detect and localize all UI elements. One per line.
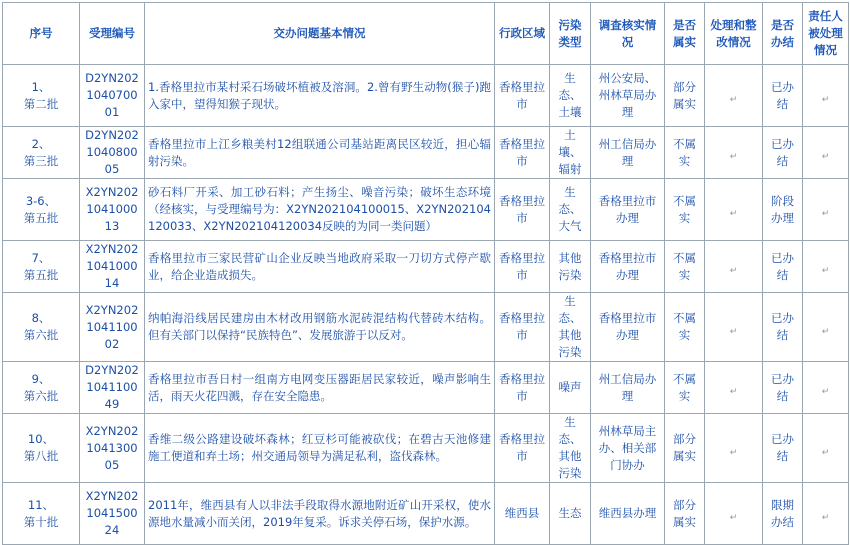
cell-done-text: 已办结 <box>771 79 794 111</box>
cell-desc <box>145 65 495 127</box>
header-handling: 处理和整改情况 <box>705 3 763 65</box>
paragraph-mark-icon: ↵ <box>729 95 738 105</box>
cell-desc-text: 香格里拉市三家民营矿山企业反映当地政府采取一刀切方式停产歇业，给企业造成损失。 <box>148 250 491 282</box>
cell-type-text: 土壤、辐射 <box>558 128 582 176</box>
cell-done-text: 已办结 <box>771 136 794 168</box>
cell-id <box>80 179 145 241</box>
cell-region <box>495 483 550 545</box>
cell-survey-text: 香格里拉市办理 <box>598 250 657 282</box>
header-desc: 交办问题基本情况 <box>145 3 495 65</box>
cell-region <box>495 414 550 483</box>
cell-type-text: 生态 <box>558 506 582 520</box>
paragraph-mark-icon: ↵ <box>729 209 738 219</box>
header-done: 是否办结 <box>763 3 803 65</box>
cell-punish <box>803 127 849 179</box>
seq-number: 7、 <box>31 250 51 265</box>
cell-desc-text: 2011年，维西县有人以非法手段取得水源地附近矿山开采权，使水源地水量减小而关闭，2019年复采。诉求关停石场，保护水源。 <box>148 497 491 529</box>
cell-verified-text: 不属实 <box>673 250 696 282</box>
cell-punish <box>803 293 849 362</box>
cell-handling <box>705 414 763 483</box>
cell-desc-text: 香维二级公路建设破坏森林；红豆杉可能被砍伐；在碧古天池修建施工便道和弃土场；州交通局领导为满足私利，盗伐森林。 <box>148 432 491 463</box>
cell-type-text: 其他污染 <box>558 250 582 282</box>
paragraph-mark-icon: ↵ <box>821 326 830 337</box>
batch-label: 第二批 <box>23 96 59 111</box>
cell-type <box>550 483 591 545</box>
complaint-table <box>2 2 849 545</box>
cell-verified-text: 部分属实 <box>673 79 696 111</box>
cell-seq <box>3 127 80 179</box>
cell-id-text: D2YN202104080005 <box>85 128 139 176</box>
cell-survey-text: 州工信局办理 <box>598 371 657 403</box>
cell-seq <box>3 241 80 293</box>
cell-done <box>763 179 803 241</box>
cell-seq <box>3 179 80 241</box>
cell-id-text: X2YN202104150024 <box>85 489 139 537</box>
cell-type <box>550 241 591 293</box>
cell-id-text: X2YN202104110002 <box>85 302 139 351</box>
cell-handling <box>705 241 763 293</box>
paragraph-mark-icon: ↵ <box>821 152 830 162</box>
cell-done <box>763 483 803 545</box>
cell-survey <box>591 127 665 179</box>
cell-handling <box>705 127 763 179</box>
cell-seq <box>3 483 80 545</box>
cell-desc <box>145 241 495 293</box>
cell-punish <box>803 414 849 483</box>
cell-desc <box>145 483 495 545</box>
cell-type-text: 生态、大气 <box>558 185 582 233</box>
seq-number: 10、 <box>27 432 55 446</box>
paragraph-mark-icon: ↵ <box>821 95 830 105</box>
table-row <box>3 65 849 127</box>
cell-punish <box>803 483 849 545</box>
cell-id-text: X2YN202104100014 <box>85 242 139 290</box>
batch-label: 第六批 <box>23 328 59 342</box>
table-row <box>3 483 849 545</box>
paragraph-mark-icon: ↵ <box>821 513 830 523</box>
cell-verified-text: 部分属实 <box>673 497 696 529</box>
cell-region <box>495 362 550 414</box>
cell-id <box>80 362 145 414</box>
cell-done-text: 已办结 <box>771 371 794 403</box>
cell-verified-text: 部分属实 <box>673 432 696 463</box>
cell-verified <box>665 241 705 293</box>
paragraph-mark-icon: ↵ <box>821 209 830 219</box>
table-row <box>3 414 849 483</box>
cell-desc-text: 纳帕海沿线居民建房由木材改用钢筋水泥砖混结构代替砖木结构。但有关部门以保持“民族特色”、发展旅游于以反对。 <box>148 311 491 342</box>
cell-desc-text: 1.香格里拉市某村采石场破坏植被及溶洞。2.曾有野生动物(猴子)跑入家中，望得知猴子现状。 <box>148 79 491 111</box>
batch-label: 第三批 <box>23 153 59 168</box>
cell-verified <box>665 414 705 483</box>
table-row <box>3 127 849 179</box>
cell-desc-text: 砂石料厂开采、加工砂石料；产生扬尘、噪音污染；破坏生态环境（经核实，与受理编号为：X2YN202104100015、X2YN202104120033、X2YN202104120034反映的为同一类问题） <box>148 185 491 233</box>
cell-survey-text: 香格里拉市办理 <box>598 311 657 342</box>
cell-desc <box>145 127 495 179</box>
cell-type-text: 噪声 <box>558 380 582 394</box>
cell-region-text: 香格里拉市 <box>499 193 545 225</box>
cell-handling <box>705 65 763 127</box>
cell-survey-text: 州林草局主办、相关部门协办 <box>598 423 657 472</box>
cell-desc <box>145 293 495 362</box>
header-punish: 责任人被处理情况 <box>803 3 849 65</box>
paragraph-mark-icon: ↵ <box>729 152 738 162</box>
cell-type <box>550 65 591 127</box>
cell-survey-text: 维西县办理 <box>598 506 657 520</box>
paragraph-mark-icon: ↵ <box>821 266 830 276</box>
cell-verified-text: 不属实 <box>673 193 696 225</box>
cell-punish <box>803 241 849 293</box>
header-row <box>3 3 849 65</box>
cell-region-text: 香格里拉市 <box>499 432 545 463</box>
cell-verified-text: 不属实 <box>673 371 696 403</box>
cell-survey <box>591 414 665 483</box>
table-row <box>3 179 849 241</box>
cell-verified-text: 不属实 <box>673 136 696 168</box>
cell-done-text: 已办结 <box>771 311 794 342</box>
cell-done <box>763 127 803 179</box>
table-row <box>3 241 849 293</box>
cell-id <box>80 65 145 127</box>
seq-number: 1、 <box>31 79 51 94</box>
cell-survey <box>591 362 665 414</box>
cell-type <box>550 127 591 179</box>
cell-seq <box>3 293 80 362</box>
cell-verified <box>665 127 705 179</box>
cell-region <box>495 127 550 179</box>
cell-verified <box>665 362 705 414</box>
cell-done <box>763 241 803 293</box>
cell-done-text: 限期办结 <box>771 497 794 529</box>
cell-done <box>763 65 803 127</box>
cell-punish <box>803 65 849 127</box>
paragraph-mark-icon: ↵ <box>729 387 738 397</box>
seq-number: 9、 <box>31 371 51 386</box>
cell-id-text: X2YN202104130005 <box>85 423 139 472</box>
cell-done <box>763 293 803 362</box>
cell-region-text: 香格里拉市 <box>499 79 545 111</box>
cell-done-text: 已办结 <box>771 250 794 282</box>
paragraph-mark-icon: ↵ <box>729 513 738 523</box>
cell-survey <box>591 293 665 362</box>
cell-type <box>550 293 591 362</box>
batch-label: 第五批 <box>23 267 59 282</box>
table-row <box>3 293 849 362</box>
header-seq: 序号 <box>3 3 80 65</box>
cell-desc-text: 香格里拉市上江乡粮美村12组联通公司基站距离民区较近，担心辐射污染。 <box>148 136 491 168</box>
cell-type <box>550 179 591 241</box>
cell-type-text: 生态、土壤 <box>558 71 582 119</box>
header-id: 受理编号 <box>80 3 145 65</box>
cell-region-text: 维西县 <box>504 506 540 520</box>
cell-region <box>495 293 550 362</box>
batch-label: 第六批 <box>23 388 59 403</box>
cell-type <box>550 362 591 414</box>
cell-done-text: 阶段办理 <box>771 193 794 225</box>
cell-verified <box>665 293 705 362</box>
cell-type-text: 生态、其他污染 <box>558 294 582 359</box>
cell-seq <box>3 414 80 483</box>
paragraph-mark-icon: ↵ <box>729 447 738 458</box>
cell-done-text: 已办结 <box>771 432 794 463</box>
batch-label: 第八批 <box>23 449 59 463</box>
cell-seq <box>3 65 80 127</box>
cell-survey <box>591 483 665 545</box>
cell-verified <box>665 179 705 241</box>
table-row <box>3 362 849 414</box>
cell-id <box>80 127 145 179</box>
cell-desc-text: 香格里拉市吾日村一组南方电网变压器距居民家较近，噪声影响生活，雨天火花四溅，存在安全隐患。 <box>148 371 491 403</box>
seq-number: 8、 <box>31 311 51 325</box>
cell-id-text: D2YN202104110049 <box>85 363 139 411</box>
cell-id <box>80 293 145 362</box>
cell-region <box>495 179 550 241</box>
cell-region-text: 香格里拉市 <box>499 371 545 403</box>
cell-region-text: 香格里拉市 <box>499 136 545 168</box>
cell-survey-text: 州公安局、州林草局办理 <box>598 71 657 119</box>
cell-done <box>763 362 803 414</box>
cell-done <box>763 414 803 483</box>
cell-survey <box>591 241 665 293</box>
cell-handling <box>705 483 763 545</box>
cell-id-text: X2YN202104100013 <box>85 185 139 233</box>
cell-id <box>80 241 145 293</box>
cell-seq <box>3 362 80 414</box>
cell-desc <box>145 179 495 241</box>
header-verified: 是否属实 <box>665 3 705 65</box>
cell-type-text: 生态、其他污染 <box>558 415 582 480</box>
cell-verified <box>665 65 705 127</box>
batch-label: 第十批 <box>23 514 59 529</box>
cell-verified-text: 不属实 <box>673 311 696 342</box>
paragraph-mark-icon: ↵ <box>821 447 830 458</box>
seq-number: 11、 <box>27 497 55 512</box>
seq-number: 3-6、 <box>25 193 57 208</box>
cell-id-text: D2YN202104070001 <box>85 71 139 119</box>
table-body <box>3 65 849 545</box>
cell-handling <box>705 293 763 362</box>
header-region: 行政区域 <box>495 3 550 65</box>
cell-region-text: 香格里拉市 <box>499 311 545 342</box>
cell-verified <box>665 483 705 545</box>
cell-survey <box>591 179 665 241</box>
cell-punish <box>803 179 849 241</box>
cell-handling <box>705 362 763 414</box>
cell-punish <box>803 362 849 414</box>
cell-survey <box>591 65 665 127</box>
batch-label: 第五批 <box>23 210 59 225</box>
cell-survey-text: 州工信局办理 <box>598 136 657 168</box>
cell-region <box>495 241 550 293</box>
cell-survey-text: 香格里拉市办理 <box>598 193 657 225</box>
cell-desc <box>145 414 495 483</box>
paragraph-mark-icon: ↵ <box>729 266 738 276</box>
cell-region-text: 香格里拉市 <box>499 250 545 282</box>
seq-number: 2、 <box>31 136 51 151</box>
paragraph-mark-icon: ↵ <box>821 387 830 397</box>
cell-handling <box>705 179 763 241</box>
cell-desc <box>145 362 495 414</box>
header-survey: 调查核实情况 <box>591 3 665 65</box>
cell-id <box>80 414 145 483</box>
paragraph-mark-icon: ↵ <box>729 326 738 337</box>
cell-id <box>80 483 145 545</box>
header-type: 污染类型 <box>550 3 591 65</box>
cell-region <box>495 65 550 127</box>
cell-type <box>550 414 591 483</box>
